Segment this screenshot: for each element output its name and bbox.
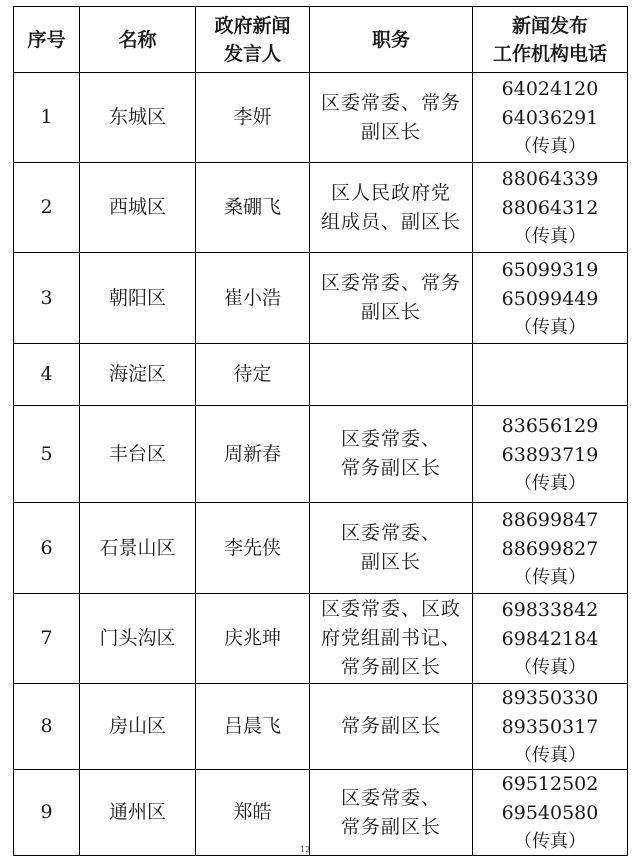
district-name: 东城区 [80, 73, 196, 163]
spokesperson-name: 周新春 [196, 406, 310, 503]
phone-number: 89350317 [501, 716, 599, 738]
fax-label: （传真） [514, 472, 586, 494]
table-row [14, 253, 628, 344]
phone-number: 65099449 [501, 287, 599, 310]
district-name: 西城区 [80, 163, 196, 253]
table-row [14, 406, 628, 503]
table-row [14, 684, 628, 770]
phone-number: 69842184 [501, 628, 599, 650]
phone-number: 88699827 [501, 537, 599, 560]
duty-cell [310, 770, 473, 856]
spokesperson-name: 崔小浩 [196, 253, 310, 344]
duty-line: 区委常委、区政 [320, 598, 461, 620]
duty-cell [310, 73, 473, 163]
table-row [14, 770, 628, 856]
phone-cell [473, 770, 628, 856]
spokesperson-table [13, 6, 628, 856]
duty-line: 副区长 [360, 551, 421, 573]
table-row [14, 594, 628, 684]
district-name: 通州区 [80, 770, 196, 856]
phone-number: 69540580 [501, 802, 599, 824]
duty-cell [310, 253, 473, 344]
spokesperson-name: 待定 [196, 344, 310, 406]
header-person-line1: 政府新闻 [214, 14, 291, 37]
table-row [14, 344, 628, 406]
phone-cell [473, 344, 628, 406]
district-name: 海淀区 [80, 344, 196, 406]
phone-number: 63893719 [501, 443, 599, 466]
phone-number: 65099319 [501, 258, 599, 281]
phone-cell [473, 684, 628, 770]
row-index: 1 [14, 73, 80, 163]
duty-line: 副区长 [360, 301, 421, 323]
duty-line: 区委常委、 [340, 522, 441, 544]
district-name: 丰台区 [80, 406, 196, 503]
district-name: 门头沟区 [80, 594, 196, 684]
duty-line: 区委常委、常务 [320, 91, 461, 114]
duty-line: 区人民政府党 [330, 181, 451, 204]
fax-label: （传真） [514, 136, 586, 157]
phone-cell [473, 406, 628, 503]
duty-line: 常务副区长 [340, 457, 441, 479]
phone-cell [473, 253, 628, 344]
duty-line: 常务副区长 [340, 715, 441, 737]
row-index: 4 [14, 344, 80, 406]
duty-line: 区委常委、 [340, 428, 441, 450]
duty-line: 组成员、副区长 [320, 210, 461, 233]
district-name: 房山区 [80, 684, 196, 770]
row-index: 8 [14, 684, 80, 770]
row-index: 9 [14, 770, 80, 856]
phone-cell [473, 73, 628, 163]
spokesperson-name: 郑皓 [196, 770, 310, 856]
duty-cell [310, 406, 473, 503]
duty-cell [310, 163, 473, 253]
header-index: 序号 [14, 7, 80, 73]
fax-label: （传真） [514, 657, 586, 678]
header-name: 名称 [80, 7, 196, 73]
duty-line: 区委常委、常务 [320, 272, 461, 294]
table-row [14, 503, 628, 594]
duty-cell [310, 684, 473, 770]
row-index: 2 [14, 163, 80, 253]
duty-line: 常务副区长 [340, 815, 441, 838]
row-index: 5 [14, 406, 80, 503]
district-name: 朝阳区 [80, 253, 196, 344]
phone-number: 69512502 [501, 773, 599, 795]
fax-label: （传真） [514, 745, 586, 766]
phone-number: 64024120 [501, 78, 599, 100]
table-header-row [14, 7, 628, 73]
fax-label: （传真） [514, 316, 586, 338]
phone-number: 88064312 [501, 197, 599, 219]
row-index: 7 [14, 594, 80, 684]
table-row [14, 73, 628, 163]
phone-number: 88064339 [501, 168, 599, 190]
duty-line: 区委常委、 [340, 786, 441, 809]
table-row [14, 163, 628, 253]
phone-number: 64036291 [501, 107, 599, 129]
duty-cell [310, 594, 473, 684]
phone-number: 83656129 [501, 414, 599, 437]
fax-label: （传真） [514, 831, 586, 852]
phone-number: 69833842 [501, 599, 599, 621]
duty-cell [310, 503, 473, 594]
phone-number: 89350330 [501, 687, 599, 709]
row-index: 3 [14, 253, 80, 344]
phone-cell [473, 594, 628, 684]
page-number: 12 [300, 845, 311, 854]
duty-line: 府党组副书记、 [320, 627, 461, 649]
district-name: 石景山区 [80, 503, 196, 594]
phone-number: 88699847 [501, 508, 599, 531]
spokesperson-name: 庆兆珅 [196, 594, 310, 684]
header-duty: 职务 [310, 7, 473, 73]
header-phone-line2: 工作机构电话 [492, 42, 607, 65]
spokesperson-name: 吕晨飞 [196, 684, 310, 770]
duty-line: 副区长 [360, 120, 421, 143]
spokesperson-name: 李妍 [196, 73, 310, 163]
fax-label: （传真） [514, 566, 586, 588]
row-index: 6 [14, 503, 80, 594]
fax-label: （传真） [514, 226, 586, 247]
header-phone [473, 7, 628, 73]
header-phone-line1: 新闻发布 [511, 14, 588, 37]
duty-line: 常务副区长 [340, 656, 441, 678]
spokesperson-name: 李先侠 [196, 503, 310, 594]
spokesperson-name: 桑硼飞 [196, 163, 310, 253]
phone-cell [473, 503, 628, 594]
duty-cell [310, 344, 473, 406]
header-person [196, 7, 310, 73]
header-person-line2: 发言人 [223, 42, 281, 65]
phone-cell [473, 163, 628, 253]
